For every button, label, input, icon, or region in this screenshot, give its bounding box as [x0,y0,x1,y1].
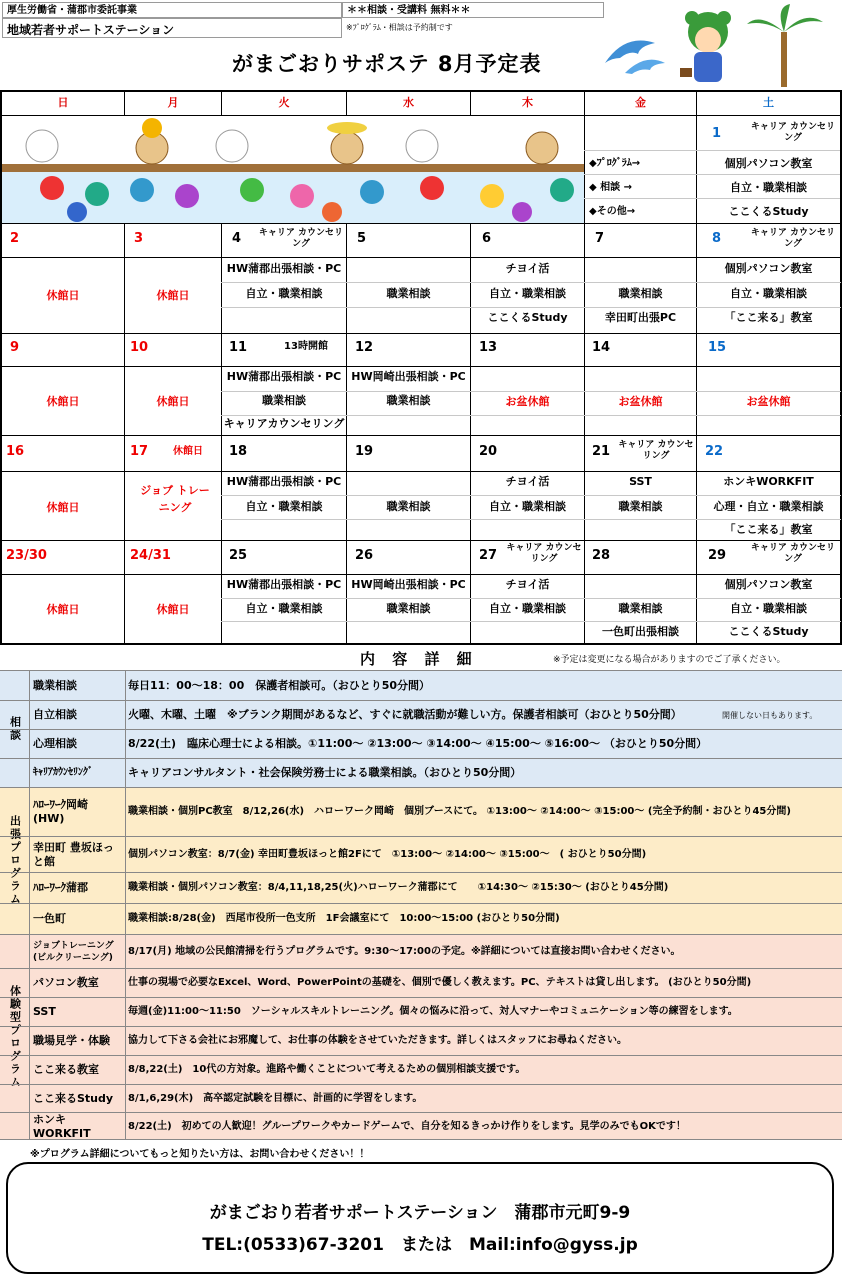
detail-category: SST [30,998,126,1026]
dow-fri: 金 [635,96,646,109]
detail-category: 自立相談 [30,701,126,729]
group-outreach: 出張プログラム [0,787,30,934]
footer-org: がまごおり若者サポートステーション 蒲郡市元町9-9 [209,1203,631,1223]
day-13: 13 [479,340,498,355]
mascot-icon [670,6,750,90]
event-jiritsu: 自立・職業相談 [245,287,323,300]
palm-tree-icon [745,2,825,88]
detail-category: ここ来るStudy [30,1085,126,1112]
day-24-31: 24/31 [130,548,171,563]
detail-category: 職業相談 [30,671,126,700]
detail-text: 職業相談・個別パソコン教室：8/4,11,18,25(火)ハローワーク蒲郡にて ①14:30～ ②15:30～ (おひとり45分間) [128,882,669,893]
event-career: キャリアカウンセリング [223,417,345,430]
event-fri-career: キャリア カウンセリング [618,440,694,461]
event-jiritsu: 自立・職業相談 [245,500,323,513]
detail-row [0,903,842,934]
event-chiyoi: チヨイ活 [505,578,550,591]
event-pc: 個別パソコン教室 [724,262,813,275]
day-11: 11 [229,340,248,355]
event-kokokuru-study: ここくるStudy [728,205,809,218]
day-17: 17 [130,444,149,459]
day-2: 2 [10,231,20,246]
detail-text: 毎日11：00～18：00 保護者相談可。（おひとり50分間） [128,678,431,692]
day-7: 7 [595,231,605,246]
dow-sun: 日 [57,96,69,109]
event-chiyoi: チヨイ活 [505,262,550,275]
event-hw-okazaki: HW岡崎出張相談・PC [351,370,466,383]
reservation-note: ※ﾌﾟﾛｸﾞﾗﾑ・相談は予約制です [346,23,453,32]
detail-text: 8/22(土) 初めての人歓迎！グループワークやカードゲームで、自分を知るきっかけ作りをします。見学のみでもOKです！ [128,1120,686,1132]
legend-other: ◆その他→ [589,206,636,217]
event-job-training: ジョブ トレーニング [140,484,210,514]
detail-row [0,1084,842,1112]
detail-text: 個別パソコン教室：8/7(金) 幸田町豊坂ほっと館2Fにて ①13:00～ ②14:00～ ③15:00～ ( おひとり50分間) [128,848,647,860]
day-5: 5 [357,231,367,246]
closed-day: 休館日 [46,501,80,514]
closed-day: 休館日 [156,289,190,302]
event-jiritsu: 自立・職業相談 [245,602,323,615]
footer-note: ※プログラム詳細についてもっと知りたい方は、お問い合わせください！！ [30,1149,370,1160]
event-jiritsu: 自立・職業相談 [489,500,566,513]
detail-text: 協力して下さる会社にお邪魔して、お仕事の体験をさせていただきます。詳しくはスタッフにお尋ねください。 [128,1035,627,1046]
obon-closed: お盆休館 [746,395,791,408]
day-21: 21 [592,444,611,459]
detail-text: キャリアコンサルタント・社会保険労務士による職業相談。（おひとり50分間） [128,766,522,779]
event-hw-gamagori: HW蒲郡出張相談・PC [226,578,342,591]
detail-row [0,934,842,968]
legend-program: ◆ﾌﾟﾛｸﾞﾗﾑ→ [589,158,641,169]
summer-banner-illustration [2,116,584,223]
event-chiyoi: チヨイ活 [505,475,550,488]
detail-extra: 開催しない日もあります。 [722,711,818,720]
day-19: 19 [355,444,374,459]
detail-category: ﾊﾛｰﾜｰｸ蒲郡 [30,873,126,903]
event-shokugyo: 職業相談 [386,500,431,513]
event-pc: 個別パソコン教室 [724,578,813,591]
day-14: 14 [592,340,611,355]
event-sst: SST [629,475,652,488]
detail-category: 職場見学・体験 [30,1027,126,1055]
detail-text: 8/17(月) 地域の公民館清掃を行うプログラムです。9:30～17:00の予定。※詳細については直接お問い合わせください。 [128,945,681,957]
event-hw-okazaki: HW岡崎出張相談・PC [351,578,466,591]
detail-row [0,700,842,729]
event-kokokuru-study: ここくるStudy [487,311,568,324]
event-honki-workfit: ホンキWORKFIT [723,475,814,488]
detail-text: 8/1,6,29(木) 高卒認定試験を目標に、計画的に学習をします。 [128,1092,423,1104]
ministry-label: 厚生労働省・蒲郡市委託事業 [2,2,342,18]
detail-category: 幸田町 豊坂ほっと館 [30,837,126,872]
dow-thu: 木 [522,96,533,109]
page-title: がまごおりサポステ 8月予定表 [232,52,542,76]
event-shokugyo: 職業相談 [262,394,306,407]
closed-day: 休館日 [46,289,80,302]
event-thu-career: キャリア カウンセリング [506,543,582,564]
day-12: 12 [355,340,374,355]
detail-row [0,758,842,787]
dow-wed: 水 [403,96,414,109]
day-16: 16 [6,444,25,459]
closed-day: 休館日 [46,395,80,408]
event-kokokuru-class: 「ここ来る」教室 [724,523,813,536]
closed-day: 休館日 [46,603,80,616]
closed-day: 休館日 [156,395,190,408]
event-kokokuru-class: 「ここ来る」教室 [724,311,813,324]
day-27: 27 [479,548,498,563]
dow-tue: 火 [278,96,290,109]
event-shinri: 心理・自立・職業相談 [713,500,824,513]
event-kokokuru-study: ここくるStudy [728,625,809,638]
event-pc: 個別パソコン教室 [724,157,813,170]
day-20: 20 [479,444,498,459]
detail-text: 仕事の現場で必要なExcel、Word、PowerPointの基礎を、個別で優しく教えます。PC、テキストは貸し出します。 (おひとり50分間) [128,977,752,988]
day-29: 29 [708,548,727,563]
event-sat-career: キャリア カウンセリング [750,543,836,564]
day-10: 10 [130,340,149,355]
detail-text: 8/22(土) 臨床心理士による相談。①11:00～ ②13:00～ ③14:00～ ④15:00～ ⑤16:00～ （おひとり50分間） [128,737,708,750]
detail-category: ｷｬﾘｱｶｳﾝｾﾘﾝｸﾞ [30,759,126,787]
detail-category: 心理相談 [30,730,126,758]
event-tue-career: キャリア カウンセリング [258,228,344,249]
event-hw-gamagori: HW蒲郡出張相談・PC [226,370,342,383]
event-hw-gamagori: HW蒲郡出張相談・PC [226,262,342,275]
day-15: 15 [708,340,727,355]
dow-sat: 土 [763,96,774,109]
day-3: 3 [134,231,144,246]
event-kota-pc: 幸田町出張PC [604,311,677,324]
day-18: 18 [229,444,248,459]
day-26: 26 [355,548,374,563]
event-shokugyo: 職業相談 [386,602,431,615]
detail-category: パソコン教室 [30,969,126,997]
day-9: 9 [10,340,20,355]
event-shokugyo: 職業相談 [386,394,431,407]
obon-closed: お盆休館 [618,395,663,408]
detail-category: ここ来る教室 [30,1056,126,1084]
detail-row [0,1112,842,1140]
dow-mon: 月 [167,96,179,109]
contact-box [6,1162,834,1274]
event-jiritsu: 自立・職業相談 [730,287,807,300]
day-25: 25 [229,548,248,563]
details-title: 内 容 詳 細 [360,650,478,668]
event-shokugyo: 職業相談 [618,602,663,615]
closed-day-17: 休館日 [173,446,203,457]
detail-category: ホンキWORKFIT [30,1113,126,1140]
detail-row [0,729,842,758]
fee-label: ＊＊相談・受講料 無料＊＊ [342,2,604,18]
closed-day: 休館日 [156,603,190,616]
event-hw-gamagori: HW蒲郡出張相談・PC [226,475,342,488]
day-4: 4 [232,231,242,246]
event-jiritsu: 自立・職業相談 [730,181,807,194]
event-sat-career: キャリア カウンセリング [750,228,836,249]
event-jiritsu: 自立・職業相談 [489,287,566,300]
details-note: ※予定は変更になる場合がありますのでご了承ください。 [553,655,786,665]
detail-text: 8/8,22(土) 10代の方対象。進路や働くことについて考えるための個別相談支援です。 [128,1064,526,1075]
event-jiritsu: 自立・職業相談 [730,602,807,615]
detail-row [0,670,842,700]
detail-row [0,787,842,836]
event-shokugyo: 職業相談 [386,287,431,300]
group-consult: 相談 [0,670,30,787]
day-8: 8 [712,231,722,246]
detail-text: 職業相談:8/28(金) 西尾市役所一色支所 1F会議室にて 10:00～15:00 (おひとり50分間) [128,913,560,924]
event-isshiki: 一色町出張相談 [602,625,679,638]
detail-row [0,872,842,903]
day-23-30: 23/30 [6,548,47,563]
detail-category: 一色町 [30,904,126,934]
dolphin-icon [600,28,670,78]
event-shokugyo: 職業相談 [618,500,663,513]
detail-row [0,1055,842,1084]
detail-row [0,997,842,1026]
group-experience: 体験型プログラム [0,934,30,1140]
detail-text: 火曜、木曜、土曜 ※ブランク期間があるなど、すぐに就職活動が難しい方。保護者相談可（おひとり50分間） [128,708,682,721]
detail-text: 毎週(金)11:00～11:50 ソーシャルスキルトレーニング。個々の悩みに沿って、対人マナーやコミュニケーション等の練習をします。 [128,1006,738,1017]
station-label: 地域若者サポートステーション [2,18,342,38]
event-jiritsu: 自立・職業相談 [489,602,566,615]
detail-text: 職業相談・個別PC教室 8/12,26(水) ハローワーク岡崎 個別ブースにて。 ①13:00～ ②14:00～ ③15:00～ (完全予約制・おひとり45分間) [128,806,791,817]
obon-closed: お盆休館 [505,395,550,408]
detail-category: ﾊﾛｰﾜｰｸ岡崎 (HW) [30,788,126,836]
event-open-13: 13時開館 [284,341,328,352]
event-career: キャリア カウンセリング [750,122,836,143]
day-28: 28 [592,548,611,563]
day-22: 22 [705,444,724,459]
detail-row [0,836,842,872]
day-6: 6 [482,231,492,246]
detail-row [0,968,842,997]
footer-contact[interactable]: TEL:(0533)67-3201 または Mail:info@gyss.jp [202,1235,638,1255]
detail-row [0,1026,842,1055]
legend-consult: ◆ 相談 → [589,182,633,193]
day-1: 1 [712,126,722,141]
event-shokugyo: 職業相談 [618,287,663,300]
detail-category: ジョブトレーニング (ビルクリーニング) [30,935,126,968]
